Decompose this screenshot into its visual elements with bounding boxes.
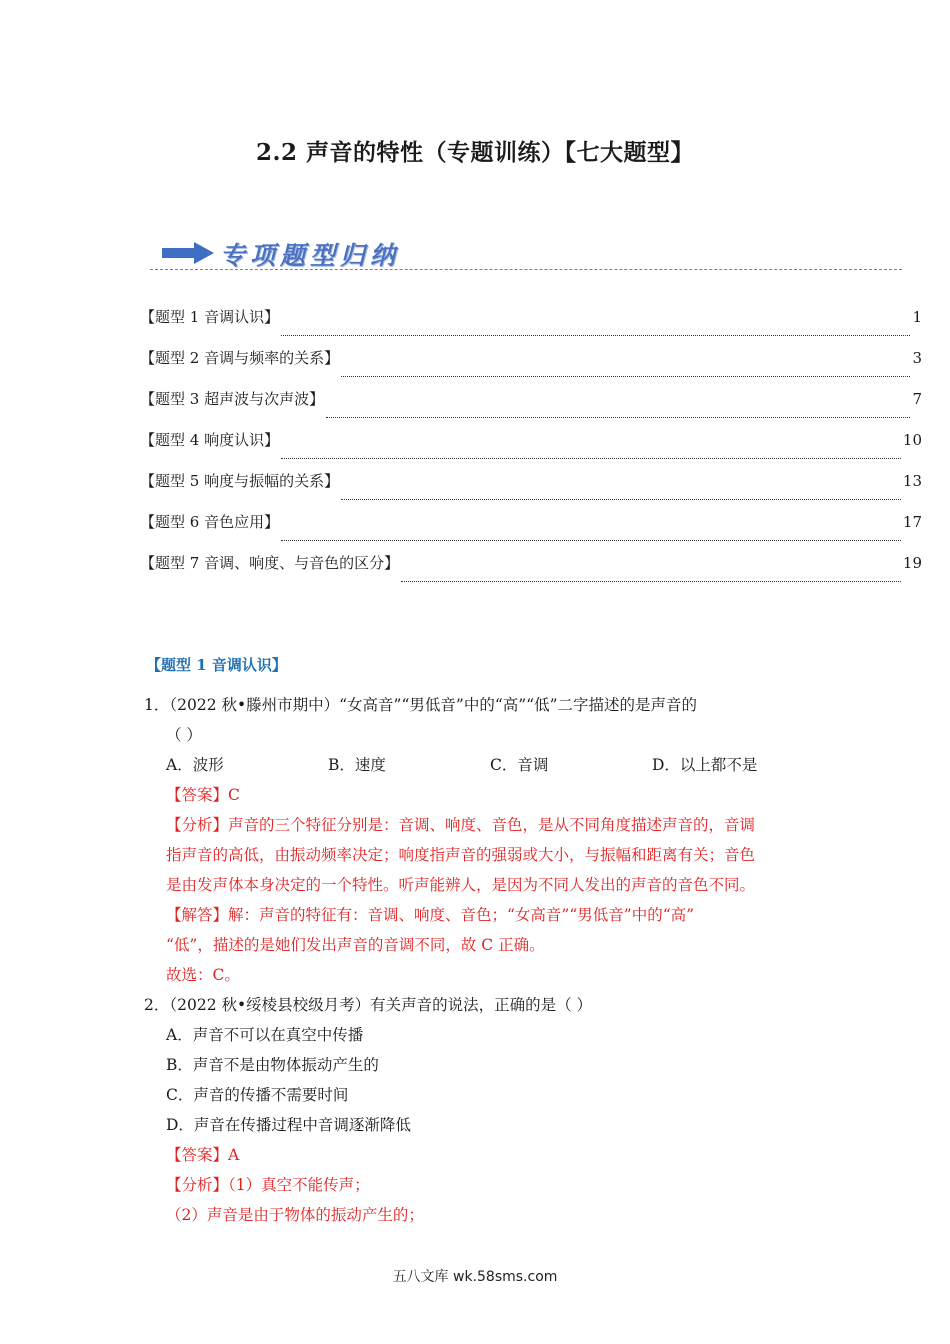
q1-solution-line: 【解答】解：声音的特征有：音调、响度、音色；“女高音”“男低音”中的“高” bbox=[166, 906, 695, 924]
document-title: 2.2 声音的特性（专题训练）【七大题型】 bbox=[255, 139, 695, 166]
toc-item[interactable] bbox=[140, 306, 922, 347]
section-banner bbox=[148, 236, 908, 276]
q2-stem: 2．（2022 秋•绥棱县校级月考）有关声音的说法，正确的是（ ） bbox=[144, 996, 593, 1014]
toc-leader bbox=[341, 487, 901, 500]
q2-option-c: C．声音的传播不需要时间 bbox=[166, 1086, 349, 1104]
q2-analysis-line: 【分析】（1）真空不能传声； bbox=[166, 1176, 370, 1194]
banner-title: 专项题型归纳 bbox=[220, 241, 401, 270]
table-of-contents bbox=[140, 306, 922, 593]
q2-option-a: A．声音不可以在真空中传播 bbox=[166, 1026, 364, 1044]
toc-page: 7 bbox=[912, 390, 922, 408]
toc-page: 17 bbox=[902, 513, 922, 531]
toc-item[interactable] bbox=[140, 347, 922, 388]
toc-leader bbox=[281, 446, 901, 459]
q1-options bbox=[144, 750, 814, 780]
toc-leader bbox=[281, 323, 910, 336]
toc-item[interactable] bbox=[140, 511, 922, 552]
toc-leader bbox=[401, 569, 901, 582]
q1-option-b: B．速度 bbox=[328, 756, 386, 774]
q2-answer: 【答案】A bbox=[166, 1146, 240, 1164]
q1-analysis-line: 是由发声体本身决定的一个特性。听声能辨人，是因为不同人发出的声音的音色不同。 bbox=[166, 876, 756, 894]
q2-option-d: D．声音在传播过程中音调逐渐降低 bbox=[166, 1116, 411, 1134]
q1-option-c: C．音调 bbox=[490, 756, 549, 774]
question-body bbox=[144, 690, 814, 1230]
toc-label: 【题型 5 响度与振幅的关系】 bbox=[140, 472, 340, 490]
toc-item[interactable] bbox=[140, 388, 922, 429]
toc-leader bbox=[326, 405, 910, 418]
toc-page: 19 bbox=[902, 554, 922, 572]
q1-analysis-line: 指声音的高低，由振动频率决定；响度指声音的强弱或大小，与振幅和距离有关；音色 bbox=[166, 846, 756, 864]
q1-option-d: D．以上都不是 bbox=[652, 756, 758, 774]
toc-leader bbox=[341, 364, 910, 377]
q1-answer: 【答案】C bbox=[166, 786, 240, 804]
q1-solution-line: “低”，描述的是她们发出声音的音调不同，故 C 正确。 bbox=[166, 936, 545, 954]
q2-analysis-line: （2）声音是由于物体的振动产生的； bbox=[166, 1206, 424, 1224]
toc-label: 【题型 1 音调认识】 bbox=[140, 308, 280, 326]
toc-page: 1 bbox=[912, 308, 922, 326]
q1-option-a: A．波形 bbox=[166, 756, 224, 774]
toc-label: 【题型 2 音调与频率的关系】 bbox=[140, 349, 340, 367]
toc-leader bbox=[281, 528, 901, 541]
toc-item[interactable] bbox=[140, 429, 922, 470]
banner-divider bbox=[150, 269, 902, 270]
toc-item[interactable] bbox=[140, 552, 922, 593]
toc-label: 【题型 6 音色应用】 bbox=[140, 513, 280, 531]
arrow-right-icon bbox=[162, 242, 214, 268]
section-heading: 【题型 1 音调认识】 bbox=[146, 656, 287, 674]
toc-label: 【题型 7 音调、响度、与音色的区分】 bbox=[140, 554, 400, 572]
toc-label: 【题型 3 超声波与次声波】 bbox=[140, 390, 325, 408]
toc-page: 13 bbox=[902, 472, 922, 490]
toc-page: 10 bbox=[902, 431, 922, 449]
q1-analysis-line: 【分析】声音的三个特征分别是：音调、响度、音色，是从不同角度描述声音的，音调 bbox=[166, 816, 756, 834]
q1-choice: 故选：C。 bbox=[166, 966, 240, 984]
toc-label: 【题型 4 响度认识】 bbox=[140, 431, 280, 449]
toc-item[interactable] bbox=[140, 470, 922, 511]
q1-stem-blank: （ ） bbox=[166, 726, 202, 744]
q2-option-b: B．声音不是由物体振动产生的 bbox=[166, 1056, 379, 1074]
footer-watermark: 五八文库 wk.58sms.com bbox=[392, 1269, 558, 1285]
toc-page: 3 bbox=[912, 349, 922, 367]
q1-stem: 1．（2022 秋•滕州市期中）“女高音”“男低音”中的“高”“低”二字描述的是声音的 bbox=[144, 696, 698, 714]
